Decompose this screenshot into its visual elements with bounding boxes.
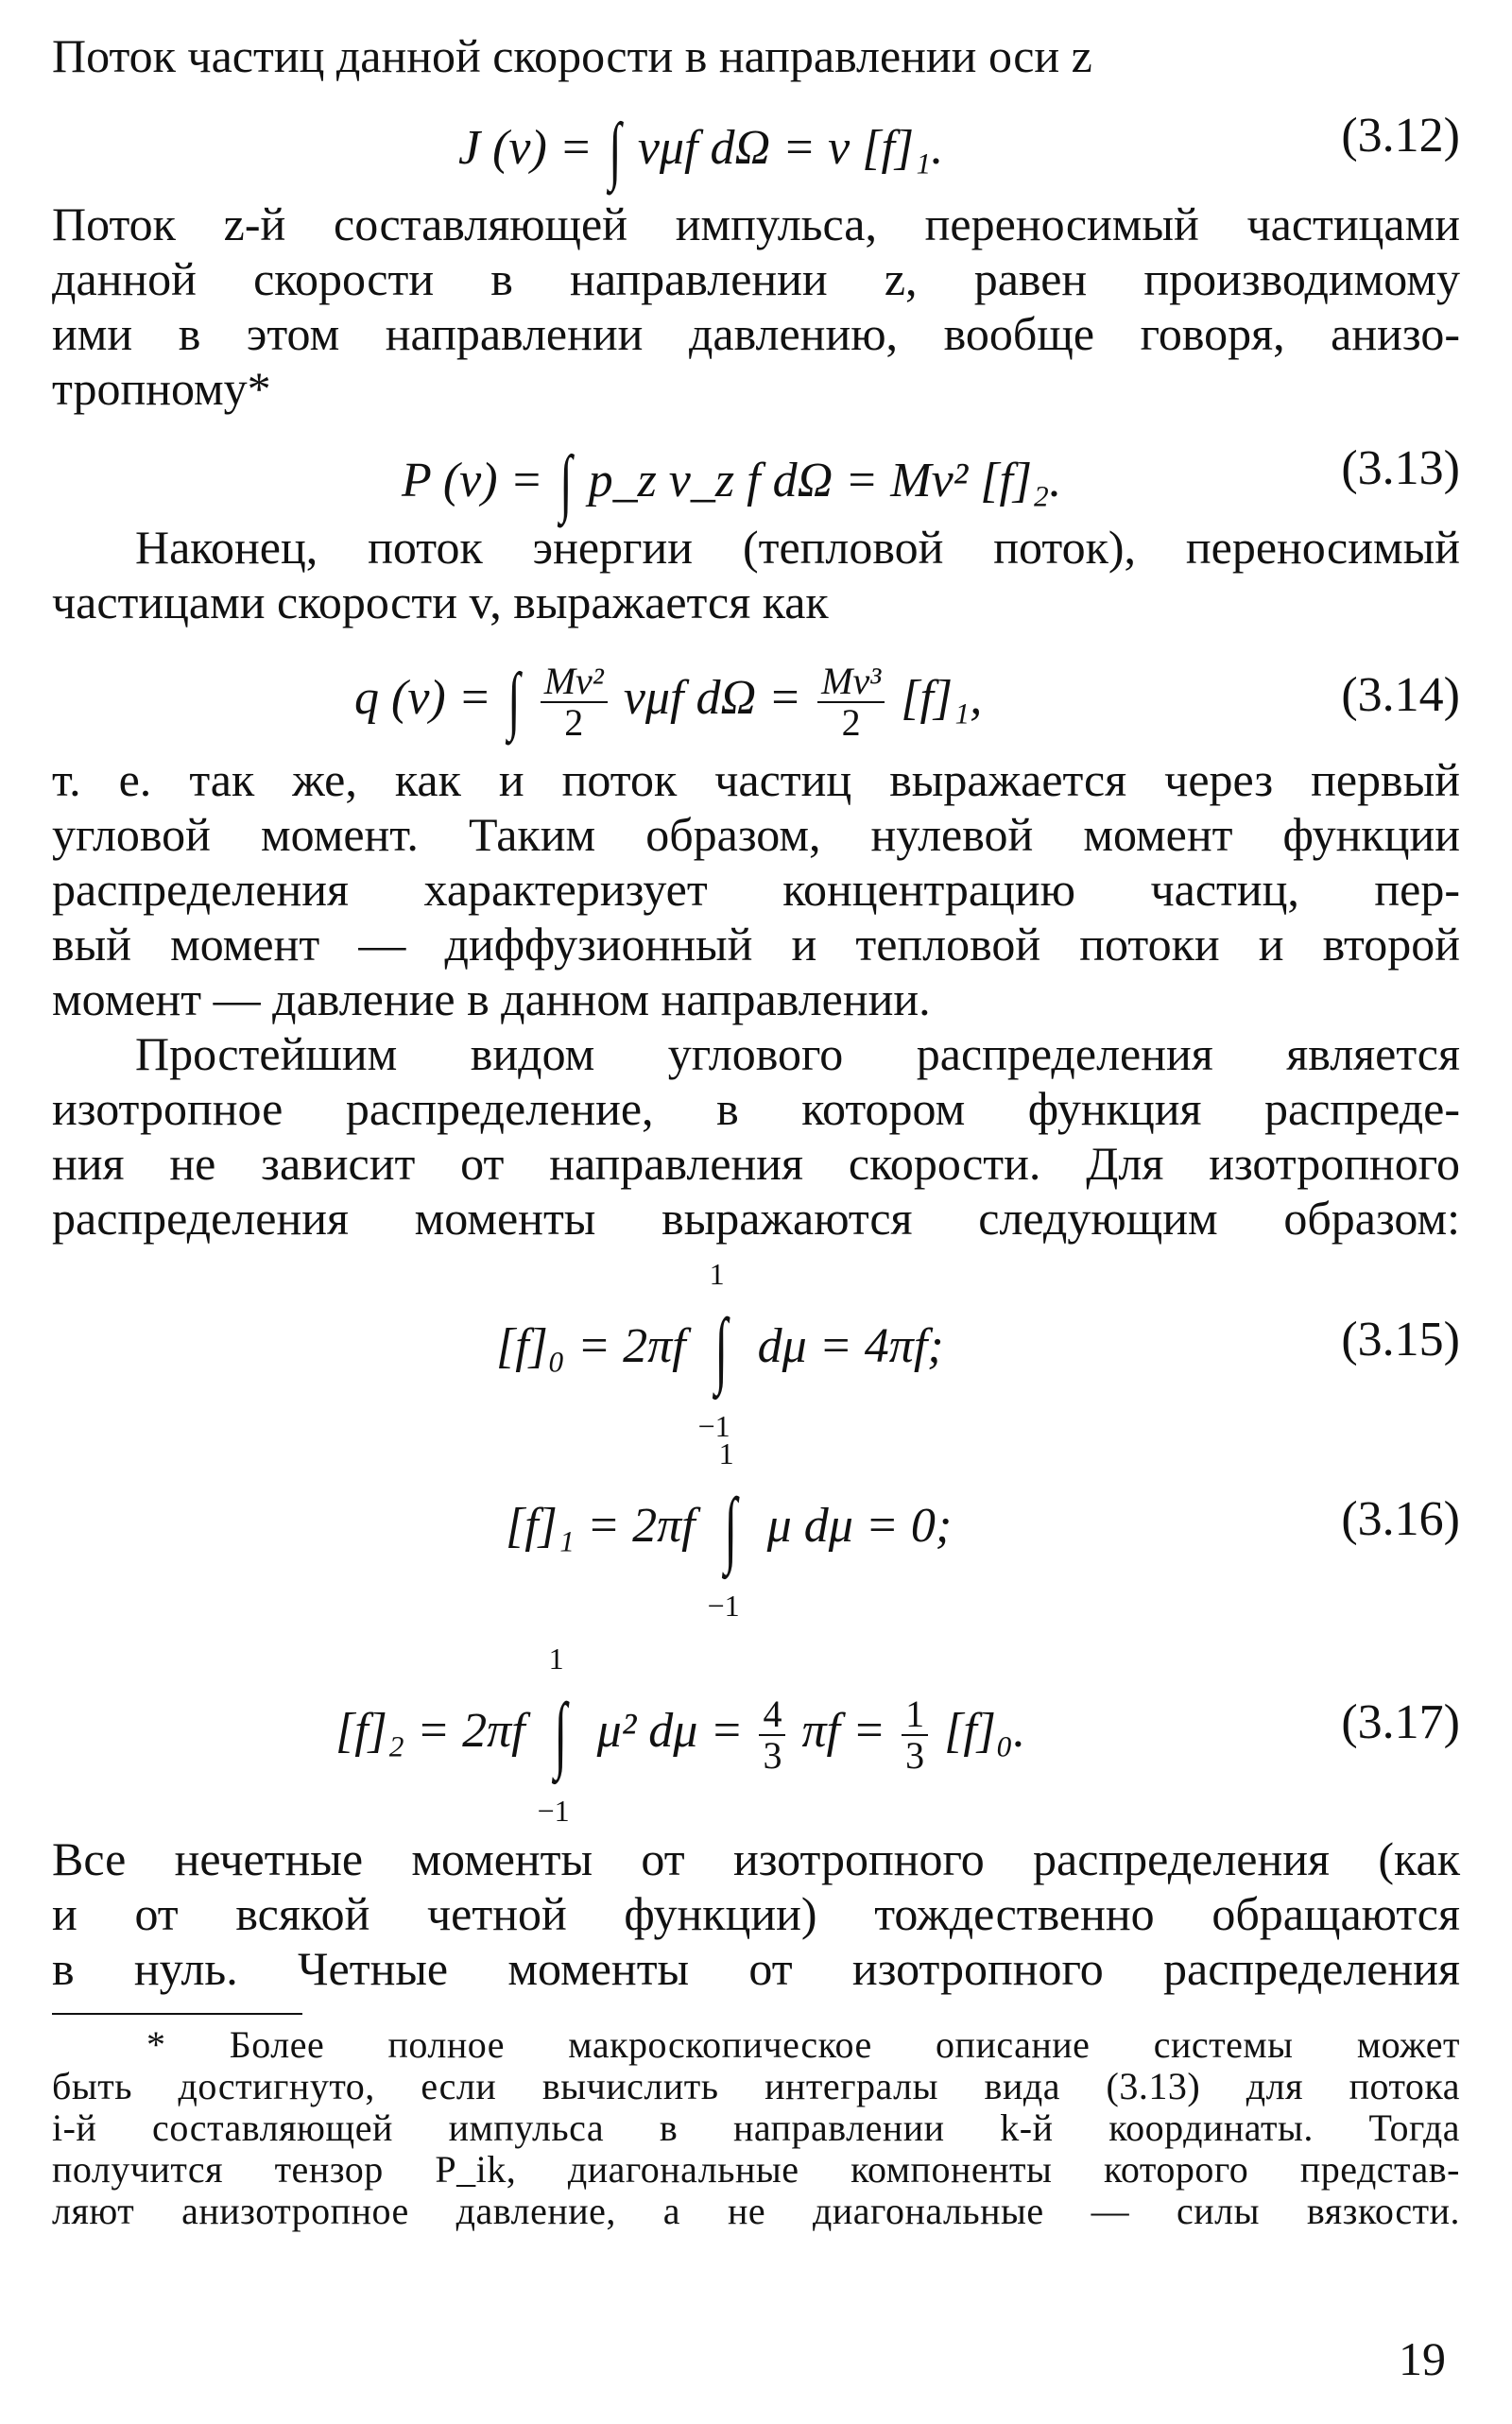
fraction: $\frac{1}{3}$ — [902, 1694, 928, 1776]
equation-number: (3.13) — [1341, 441, 1460, 495]
eq-middle: vμf dΩ = — [623, 671, 802, 725]
eq-lhs: [f]₂ = 2πf — [335, 1703, 525, 1758]
text-line: распределения моменты выражаются следующим образом: — [52, 1192, 1460, 1245]
footnote-line: ляют анизотропное давление, а не диагональные — силы вязкости. — [52, 2190, 1460, 2232]
text-line: Наконец, поток энергии (тепловой поток), переносимый — [135, 521, 1460, 574]
equation-3-14 — [52, 629, 1460, 752]
text-line: момент — давление в данном направлении. — [52, 972, 931, 1025]
eq-tail: [f]₀. — [944, 1703, 1026, 1758]
text-line: распределения характеризует концентрацию частиц, пер- — [52, 863, 1460, 916]
fraction: $\frac{\text{Mv³}}{2}$ — [817, 662, 885, 743]
eq-tail: [f]₁, — [901, 671, 983, 725]
equation-3-16 — [52, 1436, 1460, 1624]
eq-rhs: vμf dΩ = v [f]₁. — [637, 121, 944, 175]
eq-rhs: p_z v_z f dΩ = Mv² [f]₂. — [588, 454, 1062, 507]
equation-number: (3.17) — [1341, 1695, 1460, 1749]
eq-rhs: μ dμ = 0; — [766, 1498, 953, 1553]
text-line: в нуль. Четные моменты от изотропного распределения — [52, 1942, 1460, 1995]
paragraph-6 — [52, 1831, 1460, 1996]
eq-middle: μ² dμ = — [596, 1703, 744, 1758]
equation-3-13 — [52, 416, 1460, 524]
fraction: $\frac{\text{Mv²}}{2}$ — [541, 662, 608, 743]
integral-sign: ∫ — [559, 441, 573, 524]
eq-rhs: dμ = 4πf; — [757, 1318, 944, 1373]
text-line: ими в этом направлении давлению, вообще говоря, анизо- — [52, 307, 1460, 360]
text-line: вый момент — диффузионный и тепловой потоки и второй — [52, 918, 1460, 971]
text-line: частицами скорости v, выражается как — [52, 576, 829, 628]
text-line: ния не зависит от направления скорости. Для изотропного — [52, 1137, 1460, 1190]
paragraph-2 — [52, 197, 1460, 416]
integral-sign: ∫ — [507, 659, 521, 742]
eq-lhs: q (v) = — [354, 671, 491, 725]
eq-lhs: [f]₀ = 2πf — [496, 1318, 686, 1373]
paragraph-3 — [52, 520, 1460, 629]
footnote-separator — [52, 2013, 302, 2015]
equation-number: (3.12) — [1341, 109, 1460, 163]
eq-lhs: J (v) = — [458, 121, 593, 175]
page-number: 19 — [1399, 2332, 1446, 2385]
paragraph-1 — [52, 28, 1460, 83]
definite-integral: 1 ∫ −1 — [707, 1436, 740, 1623]
footnote-line: * Более полное макроскопическое описание системы может — [146, 2023, 1460, 2066]
text-line: Поток z-й составляющей импульса, переносимый частицами — [52, 198, 1460, 250]
fraction: $\frac{4}{3}$ — [759, 1694, 785, 1776]
equation-number: (3.16) — [1341, 1492, 1460, 1546]
definite-integral: 1 ∫ −1 — [537, 1642, 570, 1828]
definite-integral: 1 ∫ −1 — [697, 1257, 730, 1443]
eq-lhs: [f]₁ = 2πf — [506, 1498, 696, 1553]
integral-sign: ∫ — [609, 109, 622, 192]
text-line: т. е. так же, как и поток частиц выражается через первый — [52, 753, 1460, 806]
eq-lhs: P (v) = — [402, 454, 543, 507]
footnote-line: быть достигнуто, если вычислить интегралы вида (3.13) для потока — [52, 2065, 1460, 2107]
equation-number: (3.14) — [1341, 668, 1460, 722]
equation-3-12 — [52, 83, 1460, 192]
footnote-line: i-й составляющей импульса в направлении k-й координаты. Тогда — [52, 2106, 1460, 2149]
footnote-line: получится тензор P_ik, диагональные компоненты которого представ- — [52, 2148, 1460, 2191]
text-line: Простейшим видом углового распределения является — [135, 1027, 1460, 1080]
text-line: и от всякой четной функции) тождественно обращаются — [52, 1887, 1460, 1940]
text-line: данной скорости в направлении z, равен производимому — [52, 252, 1460, 305]
text-line: изотропное распределение, в котором функция распреде- — [52, 1082, 1460, 1135]
text-line: Поток частиц данной скорости в направлении оси z — [52, 29, 1092, 82]
equation-3-15 — [52, 1246, 1460, 1443]
page-content — [52, 28, 1460, 2232]
text-line: угловой момент. Таким образом, нулевой момент функции — [52, 808, 1460, 861]
equation-3-17 — [52, 1624, 1460, 1831]
eq-middle-2: πf = — [801, 1703, 886, 1758]
equation-number: (3.15) — [1341, 1313, 1460, 1367]
paragraph-5 — [52, 1026, 1460, 1246]
text-line: Все нечетные моменты от изотропного распределения (как — [52, 1832, 1460, 1885]
paragraph-4 — [52, 752, 1460, 1026]
footnote — [52, 2024, 1460, 2232]
text-line: тропному* — [52, 362, 271, 415]
